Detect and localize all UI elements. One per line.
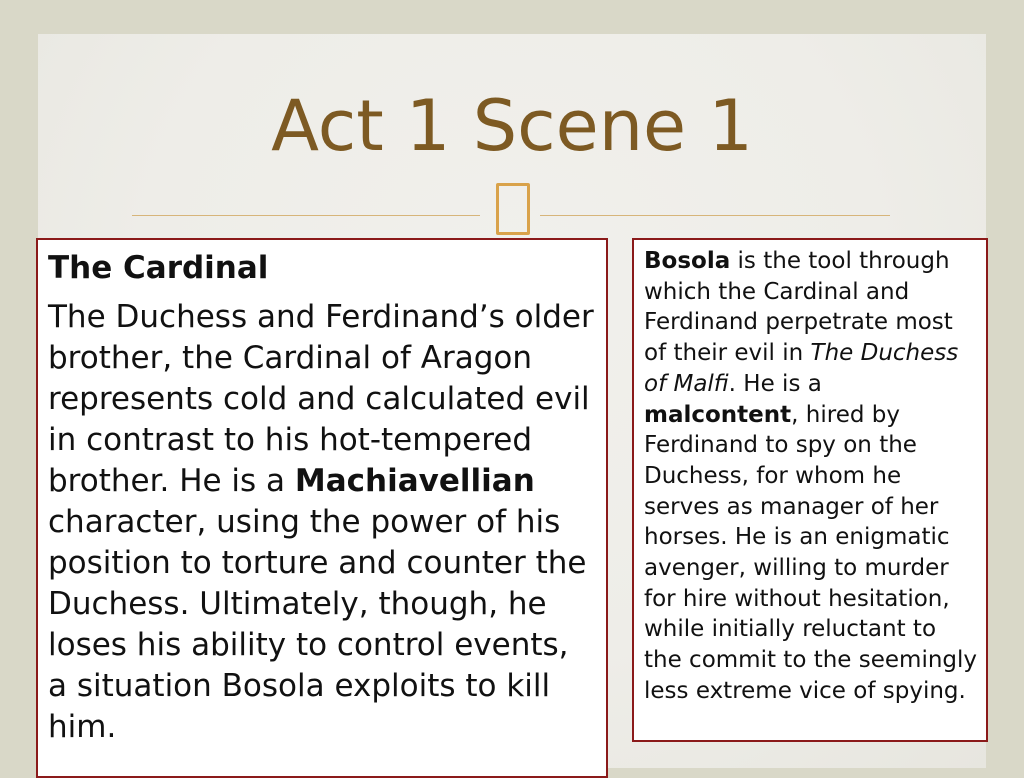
title-rule-left [132,215,480,216]
bosola-subject: Bosola [644,248,731,274]
cardinal-text-part-1: The Duchess and Ferdinand’s older brother, the Cardinal of Aragon represents cold and calculated evil in contrast to his hot-tempered brother. He is a [48,299,594,499]
machiavellian-term: Machiavellian [294,463,535,499]
title-rule-right [540,215,890,216]
cardinal-description [48,297,596,748]
cardinal-text-part-2: character, using the power of his position to torture and counter the Duchess. Ultimately, though, he loses his ability to control events, a situation Bosola exploits to kill him. [48,504,587,745]
ornament-icon [496,183,530,235]
bosola-text-part-2: . He is a [728,370,822,397]
slide-title: Act 1 Scene 1 [271,85,753,167]
bosola-text-part-3: , hired by Ferdinand to spy on the Duchess, for whom he serves as manager of her horses. He is an enigmatic avenger, willing to murder for hire without hesitation, while initially reluctant to the commit to the seemingly less extreme vice of spying. [644,401,978,704]
malcontent-term: malcontent [644,401,792,428]
bosola-text-box [632,238,988,742]
cardinal-text-box [36,238,608,778]
bosola-description [644,246,978,707]
play-title: The Duchess of Malfi [644,340,959,397]
cardinal-heading: The Cardinal [48,250,269,286]
bosola-text-part-1: is the tool through which the Cardinal and Ferdinand perpetrate most of their evil in [644,248,953,367]
